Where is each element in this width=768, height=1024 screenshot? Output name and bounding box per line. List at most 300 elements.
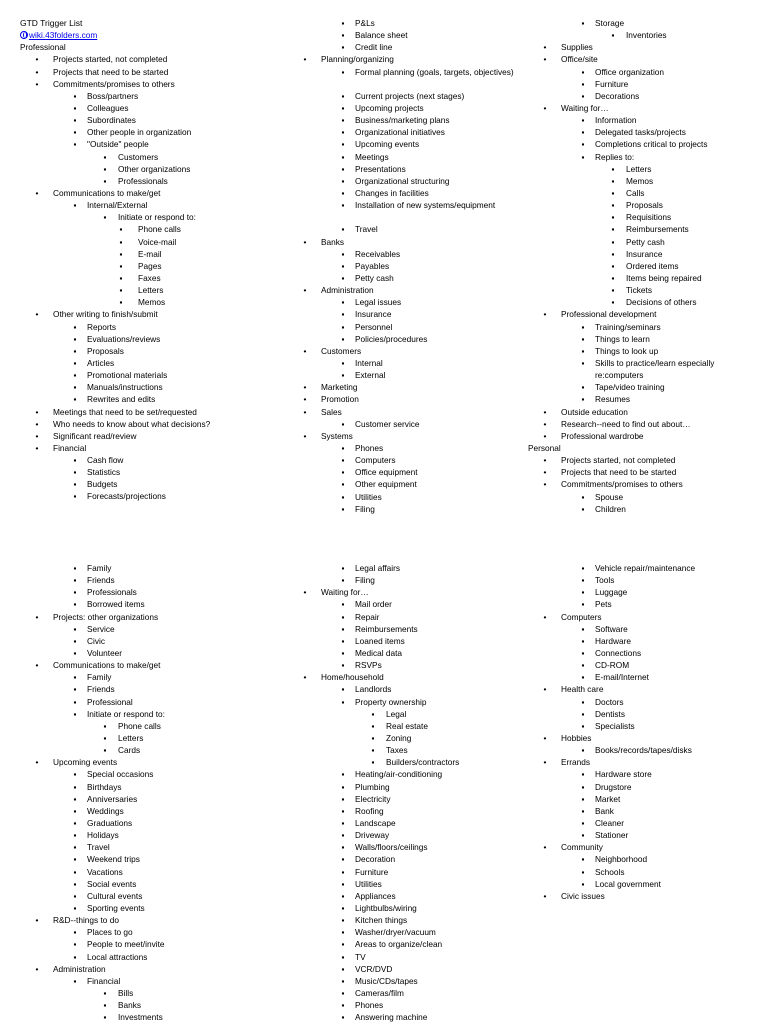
list-item xyxy=(20,211,270,223)
bullet-icon: ▪ xyxy=(73,793,77,804)
bullet-icon: ▪ xyxy=(73,357,77,368)
bullet-icon: ▪ xyxy=(611,260,615,271)
list-item xyxy=(288,114,538,126)
list-item xyxy=(528,102,768,114)
list-item-text: Decisions of others xyxy=(626,297,697,308)
bullet-icon: ▪ xyxy=(73,902,77,913)
bullet-icon: • xyxy=(543,430,547,441)
bullet-icon: ▪ xyxy=(341,599,345,610)
bullet-icon: ▪ xyxy=(581,720,585,731)
bullet-icon: ▪ xyxy=(341,260,345,271)
list-item-text: Builders/contractors xyxy=(386,757,460,768)
bullet-icon: ▪ xyxy=(341,939,345,950)
list-item xyxy=(288,175,538,187)
bullet-icon: ▪ xyxy=(119,248,123,259)
list-item xyxy=(528,236,768,248)
list-item xyxy=(528,708,768,720)
source-link[interactable] xyxy=(20,29,270,41)
bullet-icon: ▪ xyxy=(73,382,77,393)
list-item-text: Vacations xyxy=(87,866,123,877)
bullet-icon: ▪ xyxy=(341,684,345,695)
bullet-icon: ▪ xyxy=(73,854,77,865)
list-item-text: Banks xyxy=(118,1000,142,1011)
bullet-icon: ▪ xyxy=(581,635,585,646)
list-item xyxy=(20,442,270,454)
list-item-text: Professional xyxy=(20,42,66,53)
list-item-text: Voice-mail xyxy=(138,236,177,247)
bullet-icon: ▪ xyxy=(73,345,77,356)
list-item xyxy=(288,321,538,333)
list-item-text: Changes in facilities xyxy=(355,187,429,198)
list-item xyxy=(288,598,538,610)
list-item-text: Reports xyxy=(87,321,117,332)
list-item xyxy=(20,902,270,914)
list-item xyxy=(288,442,538,454)
list-item xyxy=(288,454,538,466)
list-item-text: Legal affairs xyxy=(355,563,401,573)
list-item-text: Projects that need to be started xyxy=(53,66,169,77)
bullet-icon: ▪ xyxy=(581,575,585,586)
bullet-icon: ▪ xyxy=(581,357,585,368)
bullet-icon: ▪ xyxy=(73,467,77,478)
bullet-icon: ▪ xyxy=(341,18,345,28)
list-item-text: Communications to make/get xyxy=(53,187,161,198)
list-item-text: Colleagues xyxy=(87,102,129,113)
bullet-icon: ▪ xyxy=(341,890,345,901)
list-item-text: Receivables xyxy=(355,248,401,259)
bullet-icon: • xyxy=(35,78,39,89)
bullet-icon: ▪ xyxy=(341,297,345,308)
list-item-text: VCR/DVD xyxy=(355,963,393,974)
bullet-icon: ▪ xyxy=(103,151,107,162)
list-item xyxy=(288,430,538,442)
bullet-icon: ▪ xyxy=(341,963,345,974)
list-item-text: Drugstore xyxy=(595,781,632,792)
bullet-icon: ▪ xyxy=(581,781,585,792)
bullet-icon: ▪ xyxy=(341,1012,345,1023)
bullet-icon: • xyxy=(35,418,39,429)
list-item-text: Professional wardrobe xyxy=(561,430,644,441)
list-item-text: Tape/video training xyxy=(595,382,665,393)
list-item xyxy=(528,175,768,187)
bullet-icon: ▪ xyxy=(341,927,345,938)
bullet-icon: ▪ xyxy=(581,660,585,671)
list-item xyxy=(288,732,538,744)
list-item-text: CD-ROM xyxy=(595,660,630,671)
list-item xyxy=(528,333,768,345)
list-item-text: Letters xyxy=(626,163,652,174)
list-item xyxy=(20,187,270,199)
list-item-text: Meetings that need to be set/requested xyxy=(53,406,197,417)
list-item-text: Financial xyxy=(53,442,87,453)
bullet-icon: ▪ xyxy=(341,66,345,77)
list-item-text: Health care xyxy=(561,684,604,695)
list-item xyxy=(288,284,538,296)
list-item-text: Utilities xyxy=(355,878,382,889)
list-item xyxy=(288,138,538,150)
list-item-text: Installation of new systems/equipment xyxy=(355,200,496,211)
list-item-text: Music/CDs/tapes xyxy=(355,975,418,986)
list-item xyxy=(288,647,538,659)
list-item xyxy=(20,393,270,405)
list-item-text: Phones xyxy=(355,442,384,453)
globe-icon xyxy=(20,31,28,39)
list-item-text: Requisitions xyxy=(626,212,672,223)
bullet-icon: • xyxy=(35,757,39,768)
list-item-text: Petty cash xyxy=(626,236,665,247)
list-item xyxy=(528,406,768,418)
list-item-text: Cash flow xyxy=(87,455,124,466)
list-item-text: Meetings xyxy=(355,151,389,162)
list-item-text: Connections xyxy=(595,647,642,658)
bullet-icon: • xyxy=(303,382,307,393)
bullet-icon: ▪ xyxy=(341,272,345,283)
bullet-icon: ▪ xyxy=(73,708,77,719)
list-item xyxy=(528,671,768,683)
bullet-icon: ▪ xyxy=(103,732,107,743)
list-item-text: Electricity xyxy=(355,793,391,804)
bullet-icon: ▪ xyxy=(73,951,77,962)
list-item-text: Family xyxy=(87,672,112,683)
bullet-icon: ▪ xyxy=(581,333,585,344)
bullet-icon: ▪ xyxy=(341,333,345,344)
list-item-text: Borrowed items xyxy=(87,599,145,610)
list-item-text: Service xyxy=(87,623,115,634)
list-item xyxy=(528,393,768,405)
list-item xyxy=(20,126,270,138)
bullet-icon: ▪ xyxy=(103,720,107,731)
bullet-icon: ▪ xyxy=(341,842,345,853)
list-item xyxy=(288,17,538,29)
list-item xyxy=(528,598,768,610)
list-item-text: Legal issues xyxy=(355,297,402,308)
bullet-icon: ▪ xyxy=(341,866,345,877)
list-item-text: Customer service xyxy=(355,418,420,429)
list-item xyxy=(288,805,538,817)
list-item xyxy=(288,817,538,829)
list-item xyxy=(20,345,270,357)
list-item xyxy=(288,890,538,902)
list-item xyxy=(528,586,768,598)
list-item-text: Skills to practice/learn especially re:computers xyxy=(595,357,715,381)
list-item-text: Vehicle repair/maintenance xyxy=(595,563,696,573)
bullet-icon: ▪ xyxy=(581,854,585,865)
bullet-icon: • xyxy=(543,455,547,466)
list-item xyxy=(20,611,270,623)
bullet-icon: ▪ xyxy=(103,745,107,756)
list-item-text: Reimbursements xyxy=(355,623,418,634)
list-item-text: Professionals xyxy=(87,587,137,598)
list-item xyxy=(20,333,270,345)
bullet-icon: ▪ xyxy=(73,817,77,828)
list-item-text: RSVPs xyxy=(355,660,382,671)
page-2 xyxy=(0,556,768,1024)
list-item-text: Specialists xyxy=(595,720,635,731)
list-item-text: Communications to make/get xyxy=(53,660,161,671)
list-item xyxy=(288,102,538,114)
list-item xyxy=(20,841,270,853)
list-item xyxy=(288,272,538,284)
list-item xyxy=(528,805,768,817)
list-item-text: Computers xyxy=(355,455,396,466)
section-heading xyxy=(20,41,270,53)
list-item-text: Civic xyxy=(87,635,105,646)
list-item xyxy=(288,53,538,65)
list-item-text: Pages xyxy=(138,260,162,271)
list-item xyxy=(528,17,768,29)
list-item-text: Proposals xyxy=(87,345,124,356)
list-item-text: Zoning xyxy=(386,732,412,743)
list-item-text: Insurance xyxy=(626,248,663,259)
list-item-text: Projects started, not completed xyxy=(53,54,168,65)
list-item-text: Civic issues xyxy=(561,890,605,901)
bullet-icon: ▪ xyxy=(341,455,345,466)
list-item xyxy=(288,574,538,586)
bullet-icon: ▪ xyxy=(341,175,345,186)
list-item-text: Policies/procedures xyxy=(355,333,428,344)
list-item-text: Mail order xyxy=(355,599,392,610)
bullet-icon: ▪ xyxy=(341,696,345,707)
list-item xyxy=(528,248,768,260)
list-item-text: Plumbing xyxy=(355,781,390,792)
list-item xyxy=(528,635,768,647)
list-item-text: Waiting for… xyxy=(561,102,609,113)
bullet-icon: ▪ xyxy=(611,212,615,223)
list-item-text: Sporting events xyxy=(87,902,145,913)
bullet-icon: ▪ xyxy=(341,915,345,926)
page-title: GTD Trigger List xyxy=(20,18,83,28)
section-heading xyxy=(528,442,768,454)
list-item xyxy=(20,586,270,598)
bullet-icon: ▪ xyxy=(341,90,345,101)
list-item xyxy=(20,987,270,999)
list-item-text: Birthdays xyxy=(87,781,122,792)
bullet-icon: ▪ xyxy=(581,866,585,877)
list-item-text: Faxes xyxy=(138,272,161,283)
list-item-text: Presentations xyxy=(355,163,406,174)
list-item xyxy=(288,963,538,975)
source-link-text[interactable]: wiki.43folders.com xyxy=(29,30,98,41)
list-item xyxy=(20,199,270,211)
bullet-icon: ▪ xyxy=(73,599,77,610)
list-item xyxy=(528,756,768,768)
list-item xyxy=(20,175,270,187)
list-item xyxy=(20,296,270,308)
bullet-icon: • xyxy=(35,309,39,320)
bullet-icon: • xyxy=(35,660,39,671)
list-item-text: "Outside" people xyxy=(87,139,149,150)
list-item xyxy=(528,696,768,708)
bullet-icon: ▪ xyxy=(341,442,345,453)
bullet-icon: ▪ xyxy=(341,467,345,478)
list-item-text: E-mail xyxy=(138,248,162,259)
list-item xyxy=(20,78,270,90)
bullet-icon: • xyxy=(543,418,547,429)
list-item-text: Boss/partners xyxy=(87,90,139,101)
list-item-text: Promotional materials xyxy=(87,370,168,381)
bullet-icon: ▪ xyxy=(341,115,345,126)
bullet-icon: ▪ xyxy=(119,272,123,283)
bullet-icon: ▪ xyxy=(371,757,375,768)
list-item-text: Personnel xyxy=(355,321,393,332)
bullet-icon: ▪ xyxy=(341,805,345,816)
list-item xyxy=(288,381,538,393)
bullet-icon: ▪ xyxy=(341,200,345,211)
list-item xyxy=(528,66,768,78)
list-item xyxy=(20,454,270,466)
list-item xyxy=(528,345,768,357)
list-item xyxy=(288,999,538,1011)
list-item-text: Evaluations/reviews xyxy=(87,333,161,344)
list-item xyxy=(288,187,538,199)
list-item-text: Things to look up xyxy=(595,345,659,356)
list-item xyxy=(20,478,270,490)
bullet-icon: ▪ xyxy=(119,297,123,308)
bullet-icon: ▪ xyxy=(341,575,345,586)
bullet-icon: ▪ xyxy=(103,163,107,174)
list-item xyxy=(20,53,270,65)
list-item xyxy=(288,406,538,418)
list-item-text: Investments xyxy=(118,1012,163,1023)
bullet-icon: ▪ xyxy=(581,672,585,683)
bullet-icon: • xyxy=(543,757,547,768)
list-item-text: Cards xyxy=(118,745,141,756)
list-item-text: Tools xyxy=(595,575,615,586)
list-item xyxy=(288,914,538,926)
list-item-text: Washer/dryer/vacuum xyxy=(355,927,436,938)
list-item-text: Cameras/film xyxy=(355,987,404,998)
list-item xyxy=(528,491,768,503)
list-item-text: Other organizations xyxy=(118,163,191,174)
list-item-text: Internal xyxy=(355,357,383,368)
list-item-text: Tickets xyxy=(626,285,652,296)
list-item xyxy=(288,853,538,865)
list-item-text: Items being repaired xyxy=(626,272,702,283)
list-item-text: Appliances xyxy=(355,890,396,901)
list-item-text: Roofing xyxy=(355,805,384,816)
bullet-icon: • xyxy=(543,842,547,853)
list-item xyxy=(288,623,538,635)
list-item xyxy=(20,829,270,841)
list-item xyxy=(528,151,768,163)
list-item xyxy=(20,708,270,720)
list-item xyxy=(20,671,270,683)
list-item xyxy=(20,659,270,671)
list-item xyxy=(528,768,768,780)
list-item-text: Professional development xyxy=(561,309,657,320)
list-item xyxy=(288,659,538,671)
bullet-icon: ▪ xyxy=(341,769,345,780)
bullet-icon: ▪ xyxy=(341,951,345,962)
bullet-icon: ▪ xyxy=(73,842,77,853)
list-item-text: People to meet/invite xyxy=(87,939,165,950)
list-item xyxy=(528,647,768,659)
list-item xyxy=(20,272,270,284)
list-item-text: Inventories xyxy=(626,30,667,41)
list-item-text: Stationer xyxy=(595,830,629,841)
list-item-text: Current projects (next stages) xyxy=(355,90,465,101)
list-item-text: Things to learn xyxy=(595,333,650,344)
list-item-text: Who needs to know about what decisions? xyxy=(53,418,211,429)
list-item-text: Projects that need to be started xyxy=(561,467,677,478)
list-item xyxy=(20,951,270,963)
bullet-icon: ▪ xyxy=(581,491,585,502)
list-item xyxy=(20,975,270,987)
bullet-icon: ▪ xyxy=(73,115,77,126)
list-item xyxy=(20,381,270,393)
bullet-icon: • xyxy=(35,442,39,453)
list-item-text: Schools xyxy=(595,866,625,877)
list-item-text: Organizational initiatives xyxy=(355,127,445,138)
list-item-text: Professionals xyxy=(118,175,168,186)
list-item xyxy=(288,503,538,515)
bullet-icon: ▪ xyxy=(73,805,77,816)
list-item xyxy=(528,357,768,381)
list-item-text: Information xyxy=(595,115,637,126)
list-item xyxy=(528,878,768,890)
list-item xyxy=(288,260,538,272)
list-item xyxy=(20,696,270,708)
bullet-icon: ▪ xyxy=(73,866,77,877)
list-item-text: Upcoming events xyxy=(53,757,118,768)
bullet-icon: ▪ xyxy=(341,357,345,368)
bullet-icon: ▪ xyxy=(341,830,345,841)
list-item xyxy=(20,817,270,829)
bullet-icon: ▪ xyxy=(611,200,615,211)
list-item xyxy=(20,793,270,805)
list-item xyxy=(20,878,270,890)
bullet-icon: ▪ xyxy=(371,720,375,731)
list-item-text: Other people in organization xyxy=(87,127,192,138)
list-item xyxy=(528,260,768,272)
list-item xyxy=(288,611,538,623)
list-item-text: Subordinates xyxy=(87,115,136,126)
list-item-text: Supplies xyxy=(561,42,593,53)
list-item xyxy=(20,248,270,260)
list-item-text: Family xyxy=(87,563,112,573)
list-item xyxy=(528,430,768,442)
bullet-icon: ▪ xyxy=(73,102,77,113)
bullet-icon: ▪ xyxy=(341,103,345,113)
list-item xyxy=(528,841,768,853)
list-item xyxy=(20,598,270,610)
bullet-icon: ▪ xyxy=(73,684,77,695)
bullet-icon: ▪ xyxy=(611,236,615,247)
bullet-icon: ▪ xyxy=(73,769,77,780)
list-item-text: Manuals/instructions xyxy=(87,382,163,393)
list-item-text: Special occasions xyxy=(87,769,154,780)
bullet-icon: ▪ xyxy=(73,394,77,405)
bullet-icon: • xyxy=(35,915,39,926)
list-item xyxy=(20,926,270,938)
list-item-text: Local government xyxy=(595,878,661,889)
list-item-text: Petty cash xyxy=(355,272,394,283)
bullet-icon: ▪ xyxy=(581,151,585,162)
list-item xyxy=(20,357,270,369)
list-item xyxy=(528,683,768,695)
bullet-icon: ▪ xyxy=(341,635,345,646)
bullet-icon: • xyxy=(303,285,307,296)
list-item-text: Social events xyxy=(87,878,137,889)
list-item-text: Market xyxy=(595,793,621,804)
list-item xyxy=(20,260,270,272)
bullet-icon: ▪ xyxy=(581,708,585,719)
list-item-text: Customers xyxy=(118,151,159,162)
bullet-icon: ▪ xyxy=(103,987,107,998)
list-item xyxy=(20,90,270,102)
bullet-icon: ▪ xyxy=(581,90,585,101)
list-item xyxy=(288,418,538,430)
